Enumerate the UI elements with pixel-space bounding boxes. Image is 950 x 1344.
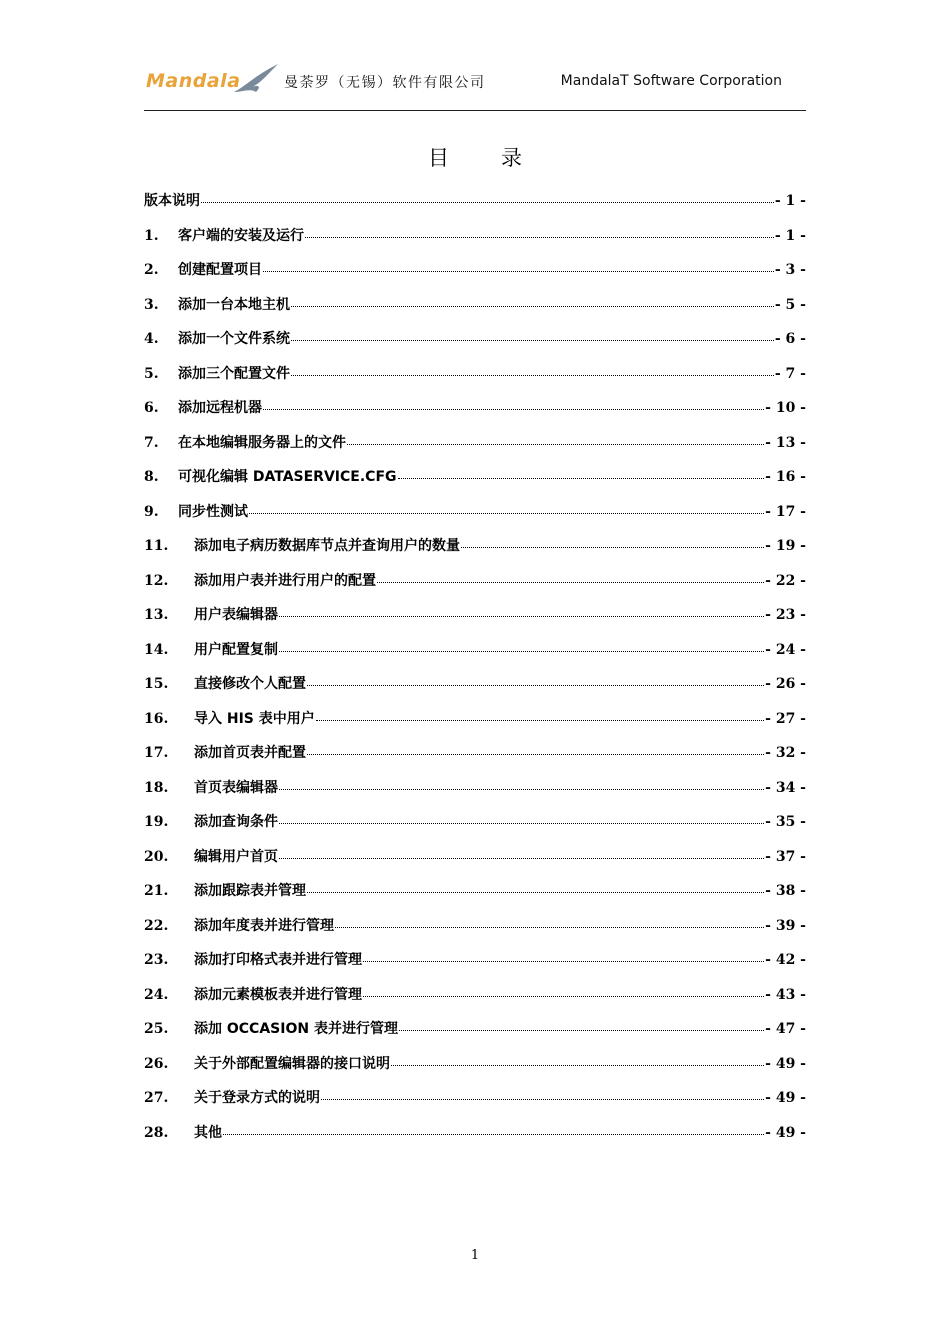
toc-entry[interactable] bbox=[144, 604, 806, 639]
toc-entry[interactable] bbox=[144, 1018, 806, 1053]
toc-entry-page: - 17 - bbox=[765, 503, 806, 520]
toc-entry-page: - 22 - bbox=[765, 572, 806, 589]
toc-entry-number: 1. bbox=[144, 227, 159, 244]
toc-dot-leader bbox=[279, 615, 764, 617]
toc-entry-label: 关于登录方式的说明 bbox=[194, 1090, 320, 1106]
toc-entry-page: - 49 - bbox=[765, 1055, 806, 1072]
toc-entry-label: 添加打印格式表并进行管理 bbox=[194, 952, 362, 968]
toc-entry-label: 添加一个文件系统 bbox=[178, 331, 290, 347]
toc-entry-label: 添加三个配置文件 bbox=[178, 365, 290, 382]
toc-dot-leader bbox=[223, 1133, 764, 1135]
toc-entry-page: - 10 - bbox=[765, 400, 806, 416]
toc-entry[interactable] bbox=[144, 673, 806, 708]
toc-entry-number: 20. bbox=[144, 848, 169, 865]
toc-entry-page: - 38 - bbox=[765, 883, 806, 899]
toc-entry[interactable] bbox=[144, 466, 806, 501]
bird-logo-icon bbox=[232, 62, 280, 96]
toc-entry[interactable] bbox=[144, 1087, 806, 1122]
toc-entry[interactable] bbox=[144, 1053, 806, 1088]
toc-entry-number: 9. bbox=[144, 503, 159, 520]
company-logo-text: Mandala bbox=[146, 70, 241, 92]
toc-entry-page: - 26 - bbox=[765, 676, 806, 692]
toc-entry-label: 添加电子病历数据库节点并查询用户的数量 bbox=[194, 538, 460, 554]
toc-entry-label: 添加一台本地主机 bbox=[178, 296, 290, 313]
toc-entry-page: - 39 - bbox=[765, 917, 806, 934]
toc-entry[interactable] bbox=[144, 949, 806, 984]
toc-entry-page: - 16 - bbox=[765, 469, 806, 485]
toc-entry-page: - 42 - bbox=[765, 952, 806, 968]
toc-entry-label: 直接修改个人配置 bbox=[194, 676, 306, 692]
toc-entry-number: 24. bbox=[144, 986, 169, 1003]
toc-entry-number: 4. bbox=[144, 331, 159, 347]
toc-dot-leader bbox=[316, 719, 764, 721]
toc-entry-number: 14. bbox=[144, 641, 169, 658]
toc-dot-leader bbox=[307, 891, 764, 893]
toc-entry-page: - 1 - bbox=[774, 193, 806, 209]
toc-entry-number: 8. bbox=[144, 469, 159, 485]
toc-dot-leader bbox=[307, 753, 764, 755]
toc-entry-page: - 43 - bbox=[765, 986, 806, 1003]
toc-entry-number: 19. bbox=[144, 814, 169, 830]
toc-entry[interactable] bbox=[144, 984, 806, 1019]
toc-entry[interactable] bbox=[144, 535, 806, 570]
toc-entry-number: 28. bbox=[144, 1124, 169, 1141]
toc-entry-label: 编辑用户首页 bbox=[194, 848, 278, 865]
toc-entry-label: 创建配置项目 bbox=[178, 262, 262, 278]
toc-entry-label: 用户配置复制 bbox=[194, 641, 278, 658]
toc-entry-page: - 49 - bbox=[765, 1124, 806, 1141]
toc-entry[interactable] bbox=[144, 1122, 806, 1157]
toc-dot-leader bbox=[347, 443, 764, 445]
toc-entry-page: - 13 - bbox=[765, 434, 806, 451]
toc-entry-label: 首页表编辑器 bbox=[194, 779, 278, 796]
toc-dot-leader bbox=[305, 236, 774, 238]
toc-entry[interactable] bbox=[144, 363, 806, 398]
toc-entry-label: 用户表编辑器 bbox=[194, 607, 278, 623]
toc-entry-number: 6. bbox=[144, 400, 159, 416]
toc-entry-label: 添加跟踪表并管理 bbox=[194, 883, 306, 899]
toc-dot-leader bbox=[377, 581, 764, 583]
toc-dot-leader bbox=[321, 1098, 764, 1100]
toc-dot-leader bbox=[291, 339, 774, 341]
toc-entry-number: 3. bbox=[144, 296, 159, 313]
toc-entry-label: 同步性测试 bbox=[178, 503, 248, 520]
page-number: 1 bbox=[470, 1248, 480, 1263]
toc-entry-label: 添加年度表并进行管理 bbox=[194, 917, 334, 934]
toc-entry-page: - 5 - bbox=[774, 296, 806, 313]
toc-entry[interactable] bbox=[144, 639, 806, 674]
toc-entry-page: - 24 - bbox=[765, 641, 806, 658]
toc-entry-number: 22. bbox=[144, 917, 169, 934]
toc-entry[interactable] bbox=[144, 915, 806, 950]
toc-entry[interactable] bbox=[144, 259, 806, 294]
toc-dot-leader bbox=[279, 788, 764, 790]
toc-entry-label: 关于外部配置编辑器的接口说明 bbox=[194, 1055, 390, 1072]
toc-dot-leader bbox=[279, 650, 764, 652]
toc-entry-page: - 37 - bbox=[765, 848, 806, 865]
toc-dot-leader bbox=[291, 305, 774, 307]
toc-dot-leader bbox=[279, 857, 764, 859]
toc-entry-page: - 47 - bbox=[765, 1021, 806, 1037]
toc-entry-label: 在本地编辑服务器上的文件 bbox=[178, 434, 346, 451]
toc-entry[interactable] bbox=[144, 225, 806, 260]
toc-dot-leader bbox=[363, 960, 764, 962]
toc-entry-number: 25. bbox=[144, 1021, 169, 1037]
toc-entry[interactable] bbox=[144, 294, 806, 329]
toc-entry-page: - 34 - bbox=[765, 779, 806, 796]
toc-entry[interactable] bbox=[144, 777, 806, 812]
toc-entry-label: 其他 bbox=[194, 1124, 222, 1141]
toc-dot-leader bbox=[363, 995, 764, 997]
company-name-chinese: 曼荼罗（无锡）软件有限公司 bbox=[284, 75, 486, 91]
toc-entry-number: 16. bbox=[144, 710, 169, 727]
toc-dot-leader bbox=[307, 684, 764, 686]
toc-entry-number: 26. bbox=[144, 1055, 169, 1072]
toc-entry-label: 添加 OCCASION 表并进行管理 bbox=[194, 1021, 398, 1037]
toc-entry-page: - 19 - bbox=[765, 538, 806, 554]
toc-entry-label: 可视化编辑 DATASERVICE.CFG bbox=[178, 469, 397, 485]
toc-entry-page: - 6 - bbox=[774, 331, 806, 347]
toc-entry-label: 添加查询条件 bbox=[194, 814, 278, 830]
toc-entry[interactable] bbox=[144, 397, 806, 432]
toc-entry[interactable] bbox=[144, 708, 806, 743]
toc-entry-number: 27. bbox=[144, 1090, 169, 1106]
toc-entry-number: 5. bbox=[144, 365, 159, 382]
toc-entry-page: - 32 - bbox=[765, 745, 806, 761]
toc-dot-leader bbox=[291, 374, 774, 376]
toc-entry[interactable] bbox=[144, 570, 806, 605]
toc-entry-page: - 7 - bbox=[774, 365, 806, 382]
toc-entry-label: 添加远程机器 bbox=[178, 400, 262, 416]
toc-dot-leader bbox=[335, 926, 764, 928]
toc-entry-label: 添加用户表并进行用户的配置 bbox=[194, 572, 376, 589]
toc-dot-leader bbox=[201, 201, 774, 203]
toc-entry-number: 23. bbox=[144, 952, 169, 968]
toc-dot-leader bbox=[249, 512, 764, 514]
toc-entry-number: 11. bbox=[144, 538, 169, 554]
toc-entry-label: 版本说明 bbox=[144, 193, 200, 209]
toc-entry[interactable] bbox=[144, 501, 806, 536]
toc-entry-number: 15. bbox=[144, 676, 169, 692]
toc-entry[interactable] bbox=[144, 846, 806, 881]
toc-dot-leader bbox=[461, 546, 764, 548]
toc-entry-page: - 35 - bbox=[765, 814, 806, 830]
toc-entry-number: 7. bbox=[144, 434, 159, 451]
toc-entry-label: 添加元素模板表并进行管理 bbox=[194, 986, 362, 1003]
toc-entry-number: 12. bbox=[144, 572, 169, 589]
toc-entry-number: 18. bbox=[144, 779, 169, 796]
toc-dot-leader bbox=[279, 822, 764, 824]
toc-entry-label: 客户端的安装及运行 bbox=[178, 227, 304, 244]
toc-entry[interactable] bbox=[144, 328, 806, 363]
toc-entry-number: 2. bbox=[144, 262, 159, 278]
toc-entry-page: - 23 - bbox=[765, 607, 806, 623]
toc-entry-number: 21. bbox=[144, 883, 169, 899]
toc-dot-leader bbox=[399, 1029, 764, 1031]
toc-entry-page: - 49 - bbox=[765, 1090, 806, 1106]
toc-dot-leader bbox=[398, 477, 765, 479]
toc-entry-page: - 27 - bbox=[765, 710, 806, 727]
table-of-contents bbox=[144, 190, 806, 1156]
toc-entry-label: 导入 HIS 表中用户 bbox=[194, 710, 315, 727]
toc-entry[interactable] bbox=[144, 811, 806, 846]
toc-title: 目录 bbox=[428, 146, 574, 170]
toc-entry-number: 17. bbox=[144, 745, 169, 761]
toc-entry-number: 13. bbox=[144, 607, 169, 623]
toc-entry[interactable] bbox=[144, 742, 806, 777]
toc-entry[interactable] bbox=[144, 880, 806, 915]
toc-entry[interactable] bbox=[144, 432, 806, 467]
toc-dot-leader bbox=[263, 270, 774, 272]
toc-dot-leader bbox=[263, 408, 764, 410]
page-header bbox=[144, 60, 806, 111]
toc-entry-label: 添加首页表并配置 bbox=[194, 745, 306, 761]
toc-entry-page: - 3 - bbox=[774, 262, 806, 278]
toc-entry-page: - 1 - bbox=[774, 227, 806, 244]
company-name-english: MandalaT Software Corporation bbox=[560, 73, 782, 89]
toc-dot-leader bbox=[391, 1064, 764, 1066]
toc-entry[interactable] bbox=[144, 190, 806, 225]
